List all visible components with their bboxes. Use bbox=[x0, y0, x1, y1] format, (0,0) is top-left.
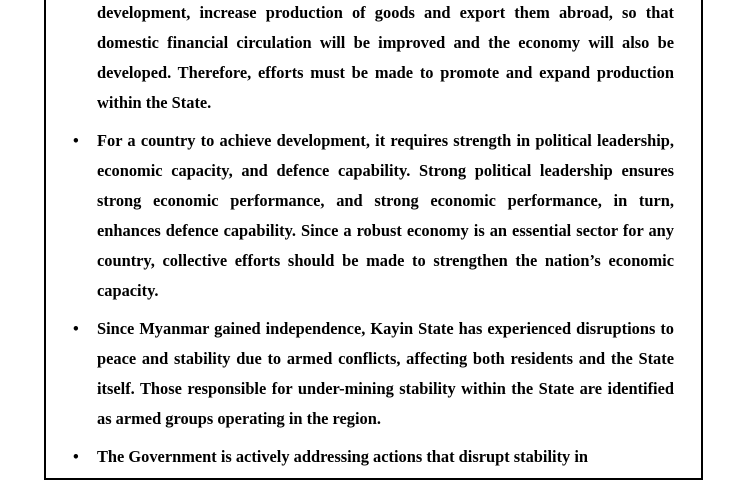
paragraph-text: Since Myanmar gained independence, Kayin State has experienced disruptions to peace and stability due to armed conflicts, affecting both residents and the State itself. Those responsible for under-mining stability within the State are identified as armed groups operating in the region. bbox=[97, 319, 674, 428]
bullet-paragraph-government bbox=[73, 442, 674, 472]
bullet-paragraph-kayin-state bbox=[73, 314, 674, 434]
paragraph-text: The Government is actively addressing actions that disrupt stability in bbox=[97, 447, 588, 466]
paragraph-text: development, increase production of goods and export them abroad, so that domestic financial circulation will be improved and the economy will also be developed. Therefore, efforts must be made to promote and expand production within the State. bbox=[97, 3, 674, 112]
bullet-icon: • bbox=[73, 319, 79, 338]
paragraph-continuation bbox=[97, 0, 674, 118]
bullet-icon: • bbox=[73, 131, 79, 150]
paragraph-text: For a country to achieve development, it requires strength in political leadership, economic capacity, and defence capability. Strong political leadership ensures strong economic performance, and strong economic performance, in turn, enhances defence capability. Since a robust economy is an essential sector for any country, collective efforts should be made to strengthen the nation’s economic capacity. bbox=[97, 131, 674, 300]
bullet-icon: • bbox=[73, 447, 79, 466]
bullet-paragraph-development bbox=[73, 126, 674, 306]
document-body bbox=[73, 0, 674, 480]
